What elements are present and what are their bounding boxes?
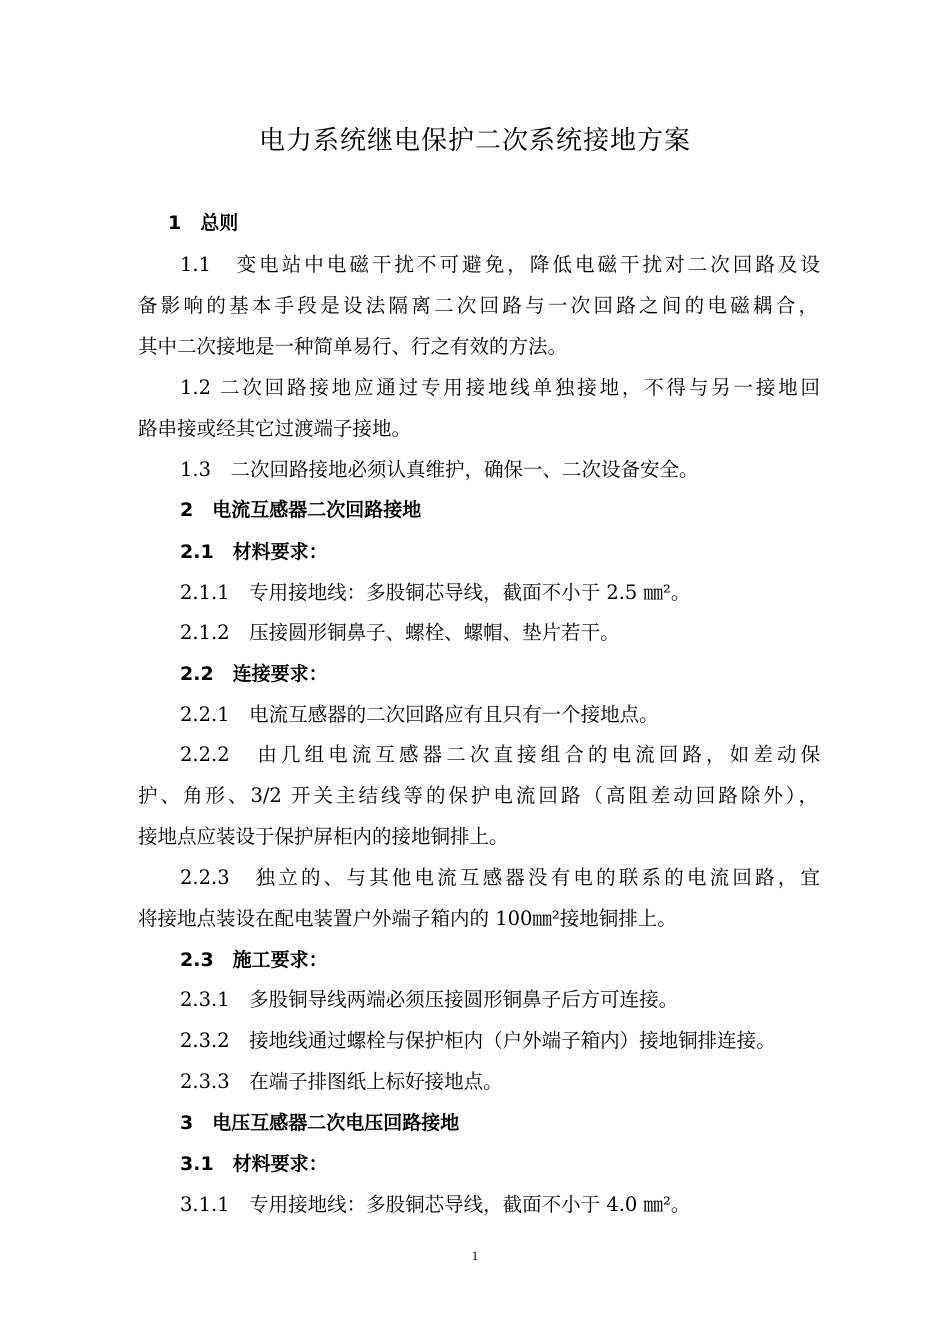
paragraph-line: 1.3 二次回路接地必须认真维护，确保一、二次设备安全。 xyxy=(180,458,699,481)
paragraph-line: 1.1 变电站中电磁干扰不可避免，降低电磁干扰对二次回路及设 xyxy=(180,253,820,276)
document-title: 电力系统继电保护二次系统接地方案 xyxy=(258,126,691,156)
paragraph-line: 1.2 二次回路接地应通过专用接地线单独接地，不得与另一接地回 xyxy=(180,376,820,399)
paragraph-line: 备影响的基本手段是设法隔离二次回路与一次回路之间的电磁耦合， xyxy=(138,294,818,317)
paragraph-line: 2.1.2 压接圆形铜鼻子、螺栓、螺帽、垫片若干。 xyxy=(180,621,620,644)
subsection-heading: 3.1 材料要求： xyxy=(180,1153,328,1175)
section-heading-2: 2 电流互感器二次回路接地 xyxy=(180,499,422,521)
subsection-heading: 2.1 材料要求： xyxy=(180,541,328,563)
section-heading-3: 3 电压互感器二次电压回路接地 xyxy=(180,1112,460,1134)
page-number: 1 xyxy=(471,1248,479,1263)
subsection-heading: 2.2 连接要求： xyxy=(180,663,328,685)
paragraph-line: 其中二次接地是一种简单易行、行之有效的方法。 xyxy=(138,335,568,358)
paragraph-line: 2.2.1 电流互感器的二次回路应有且只有一个接地点。 xyxy=(180,703,659,726)
paragraph-line: 2.3.2 接地线通过螺栓与保护柜内（户外端子箱内）接地铜排连接。 xyxy=(180,1029,776,1052)
paragraph-line: 2.3.1 多股铜导线两端必须压接圆形铜鼻子后方可连接。 xyxy=(180,988,679,1011)
paragraph-line: 2.1.1 专用接地线：多股铜芯导线，截面不小于 2.5 ㎜²。 xyxy=(180,581,691,604)
subsection-heading: 2.3 施工要求： xyxy=(180,949,328,971)
paragraph-line: 将接地点装设在配电装置户外端子箱内的 100㎜²接地铜排上。 xyxy=(138,907,677,930)
paragraph-line: 2.2.2 由几组电流互感器二次直接组合的电流回路，如差动保 xyxy=(180,743,820,766)
paragraph-line: 护、角形、3/2 开关主结线等的保护电流回路（高阻差动回路除外）， xyxy=(138,784,818,807)
paragraph-line: 接地点应装设于保护屏柜内的接地铜排上。 xyxy=(138,825,509,848)
paragraph-line: 2.3.3 在端子排图纸上标好接地点。 xyxy=(180,1070,503,1093)
section-heading-1: 1 总则 xyxy=(168,212,239,234)
paragraph-line: 路串接或经其它过渡端子接地。 xyxy=(138,417,412,440)
paragraph-line: 3.1.1 专用接地线：多股铜芯导线，截面不小于 4.0 ㎜²。 xyxy=(180,1193,691,1216)
paragraph-line: 2.2.3 独立的、与其他电流互感器没有电的联系的电流回路，宜 xyxy=(180,866,820,889)
